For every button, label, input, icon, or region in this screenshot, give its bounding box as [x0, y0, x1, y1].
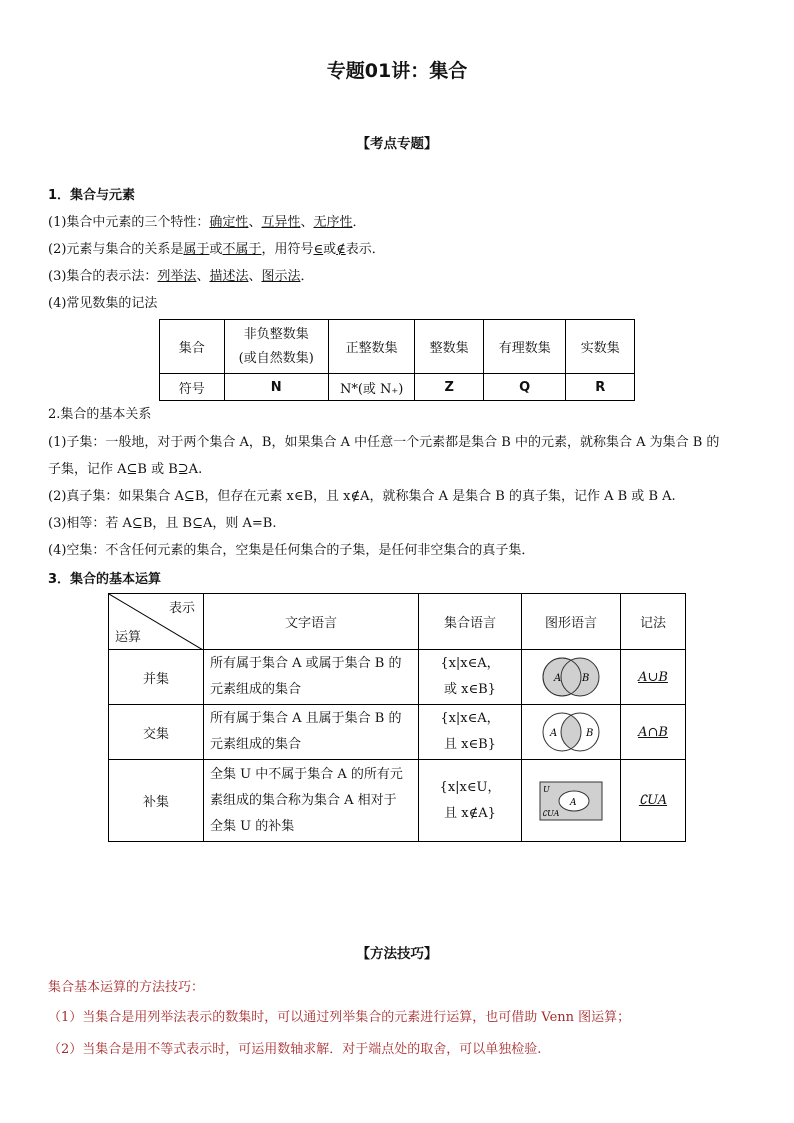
intersection-graphic: [522, 705, 621, 760]
complement-text: 全集 U 中不属于集合 A 的所有元 素组成的集合称为集合 A 相对于 全集 U 的补集: [204, 760, 419, 842]
line-representation: (3)集合的表示法：列举法、描述法、图示法．: [48, 269, 314, 284]
header-set-language: 集合语言: [419, 594, 522, 650]
complement-notation: ∁UA: [621, 760, 686, 842]
intersection-set: {x|x∈A， 且 x∈B}: [419, 705, 522, 760]
union-graphic: [522, 650, 621, 705]
corner-label-representation: 表示: [168, 601, 195, 616]
venn-label-complement: ∁UA: [542, 808, 560, 818]
cell-symbol-label: 符号: [160, 374, 225, 401]
corner-header-cell: [109, 594, 204, 650]
tip-2: （2）当集合是用不等式表示时，可运用数轴求解．对于端点处的取舍，可以单独检验.: [48, 1042, 542, 1057]
cell-header-natural: 非负整数集 (或自然数集): [224, 320, 328, 374]
section-heading-topics: 【考点专题】: [356, 136, 438, 152]
cell-header-integer: 整数集: [415, 320, 484, 374]
op-complement: 补集: [109, 760, 204, 842]
tips-heading: 集合基本运算的方法技巧：: [48, 980, 205, 995]
line-number-sets: (4)常见数集的记法: [48, 296, 158, 311]
line-relation: (2)元素与集合的关系是属于或不属于，用符号∈或∉表示．: [48, 242, 385, 257]
complement-set: {x|x∈U， 且 x∉A}: [419, 760, 522, 842]
cell-symbol-r: R: [566, 374, 635, 401]
line-characteristics: (1)集合中元素的三个特性：确定性、互异性、无序性．: [48, 215, 366, 230]
union-notation: A∪B: [621, 650, 686, 705]
heading-basic-operations: 3．集合的基本运算: [48, 572, 162, 587]
venn-label-u: U: [543, 784, 550, 794]
cell-header-real: 实数集: [566, 320, 635, 374]
corner-label-operation: 运算: [115, 630, 142, 645]
intersection-notation: A∩B: [621, 705, 686, 760]
operations-table: [108, 593, 686, 842]
header-notation: 记法: [621, 594, 686, 650]
heading-set-elements: 1．集合与元素: [48, 188, 136, 203]
cell-symbol-q: Q: [483, 374, 565, 401]
venn-label-a: A: [554, 673, 562, 684]
intersection-venn-diagram: [536, 709, 606, 755]
section-heading-methods: 【方法技巧】: [356, 946, 438, 962]
number-sets-table: [159, 319, 635, 401]
page-title: 专题01讲：集合: [326, 60, 468, 82]
para-proper-subset: (2)真子集：如果集合 A⊆B，但存在元素 x∈B，且 x∉A，就称集合 A 是集合 B 的真子集，记作 A B 或 B A.: [48, 489, 676, 504]
tip-1: （1）当集合是用列举法表示的数集时，可以通过列举集合的元素进行运算，也可借助 Venn 图运算；: [48, 1010, 631, 1025]
op-union: 并集: [109, 650, 204, 705]
venn-label-a: A: [550, 728, 558, 739]
venn-label-b: B: [582, 673, 590, 684]
venn-label-a: A: [570, 797, 577, 808]
heading-basic-relations: 2.集合的基本关系: [48, 407, 152, 422]
para-empty-set: (4)空集：不含任何元素的集合，空集是任何集合的子集，是任何非空集合的真子集．: [48, 543, 535, 558]
cell-symbol-z: Z: [415, 374, 484, 401]
cell-header-set: 集合: [160, 320, 225, 374]
complement-graphic: [522, 760, 621, 842]
header-text-language: 文字语言: [204, 594, 419, 650]
union-text: 所有属于集合 A 或属于集合 B 的 元素组成的集合: [204, 650, 419, 705]
header-graphic-language: 图形语言: [522, 594, 621, 650]
cell-symbol-n: N: [224, 374, 328, 401]
intersection-text: 所有属于集合 A 且属于集合 B 的 元素组成的集合: [204, 705, 419, 760]
cell-header-rational: 有理数集: [483, 320, 565, 374]
para-subset-1: (1)子集：一般地，对于两个集合 A，B，如果集合 A 中任意一个元素都是集合 B 中的元素，就称集合 A 为集合 B 的: [48, 435, 720, 450]
cell-symbol-nstar: N*(或 N₊): [328, 374, 415, 401]
union-set: {x|x∈A， 或 x∈B}: [419, 650, 522, 705]
op-intersection: 交集: [109, 705, 204, 760]
para-equality: (3)相等：若 A⊆B，且 B⊆A，则 A=B.: [48, 516, 277, 531]
cell-header-positive: 正整数集: [328, 320, 415, 374]
venn-label-b: B: [586, 728, 594, 739]
venn-circle-b: [561, 658, 599, 696]
union-venn-diagram: [536, 654, 606, 700]
para-subset-2: 子集，记作 A⊆B 或 B⊇A.: [48, 462, 203, 477]
complement-venn-diagram: [538, 780, 604, 822]
